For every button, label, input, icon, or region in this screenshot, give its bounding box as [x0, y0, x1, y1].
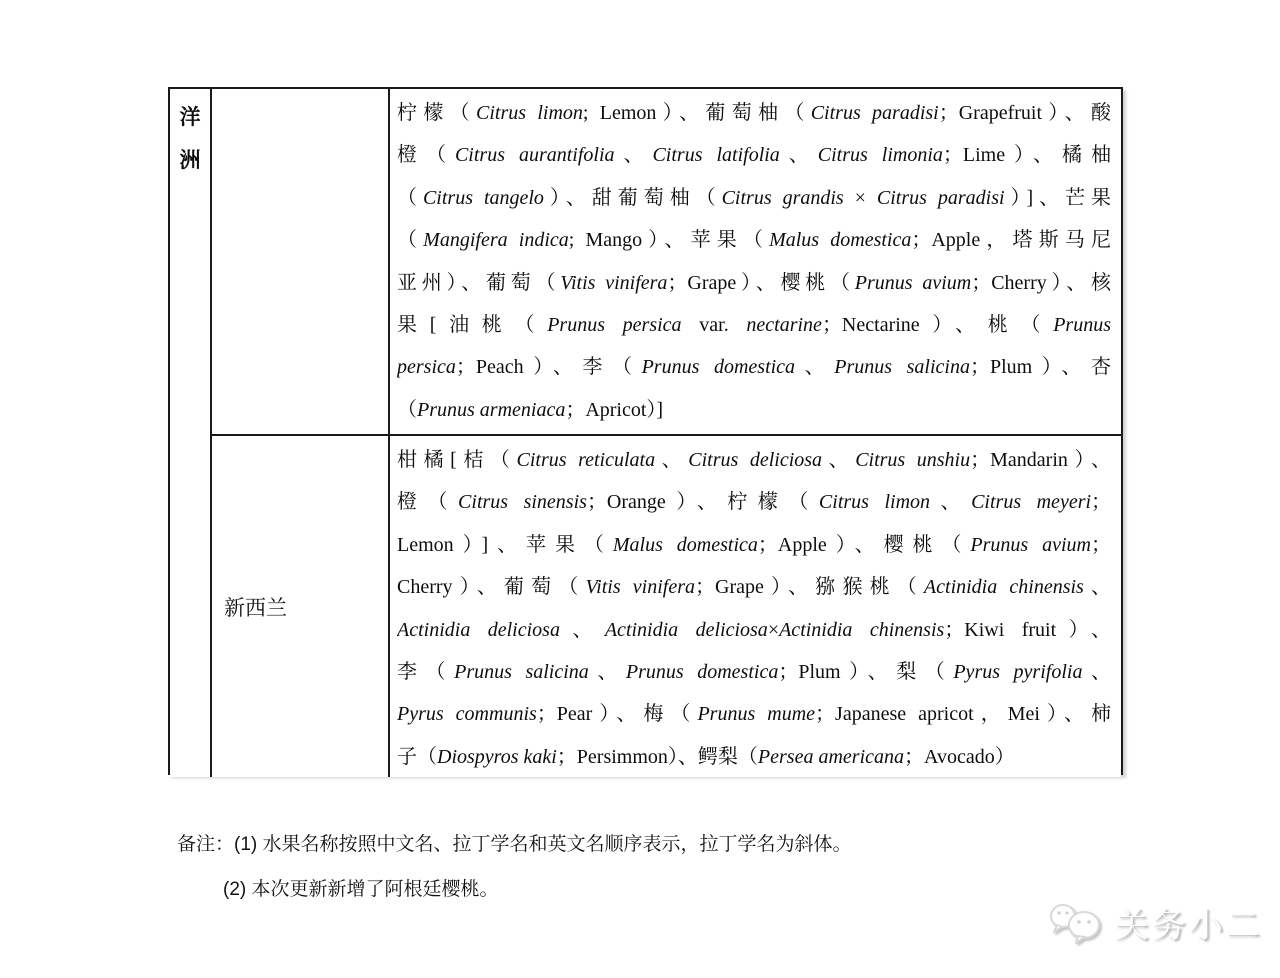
- text-segment: ; Mango）、苹果（: [568, 229, 770, 252]
- latin-name: Citrus paradisi: [810, 102, 939, 124]
- latin-name: Actinidia chinensis: [779, 618, 945, 641]
- fruit-line: [397, 566, 1111, 608]
- latin-name: Citrus paradisi: [876, 186, 1005, 209]
- text-segment: ×: [843, 186, 877, 209]
- latin-name: Citrus reticulata: [516, 449, 656, 471]
- latin-name: Citrus limonia: [817, 144, 943, 167]
- text-segment: ；Grape）、猕猴桃（: [695, 576, 924, 599]
- latin-name: Citrus aurantifolia: [454, 144, 615, 167]
- latin-name: Prunus salicina: [454, 660, 589, 683]
- latin-name: Citrus sinensis: [458, 491, 587, 514]
- text-segment: 亚州）、葡萄（: [397, 271, 561, 294]
- latin-name: Prunus avium: [854, 271, 972, 294]
- text-segment: 李（: [397, 660, 455, 683]
- fruit-line: [397, 304, 1111, 346]
- country-cell-row2: [212, 434, 390, 777]
- note-line-1: 备注：(1) 水果名称按照中文名、拉丁学名和英文名顺序表示，拉丁学名为斜体。: [177, 834, 852, 855]
- latin-name: Citrus tangelo: [422, 186, 544, 209]
- latin-name: Pyrus pyrifolia: [953, 660, 1083, 683]
- fruit-import-table: [168, 87, 1123, 775]
- latin-name: Citrus limon: [475, 102, 583, 124]
- latin-name: Persea americana: [757, 745, 904, 768]
- text-segment: ; Lemon）、葡萄柚（: [582, 102, 811, 124]
- latin-name: persica: [397, 356, 456, 379]
- text-segment: 、: [614, 144, 653, 167]
- notes-section: [177, 832, 852, 903]
- text-segment: ；Avocado）: [904, 745, 1015, 768]
- text-segment: Cherry）、葡萄（: [397, 576, 586, 599]
- latin-name: Prunus: [1053, 313, 1111, 336]
- text-segment: ；Apricot）]: [565, 398, 664, 421]
- text-segment: 橙（: [397, 144, 455, 167]
- fruit-line: [397, 736, 1111, 777]
- text-segment: 、: [795, 356, 835, 379]
- note-line-2: (2) 本次更新新增了阿根廷樱桃。: [223, 879, 499, 900]
- text-segment: （: [397, 186, 423, 209]
- fruit-list-new-zealand: [390, 434, 1121, 777]
- text-segment: 、: [559, 618, 605, 641]
- text-segment: 子（: [397, 745, 437, 768]
- text-segment: ；Apple，塔斯马尼: [911, 229, 1111, 252]
- fruit-line: [397, 389, 1111, 431]
- fruit-line: [397, 262, 1111, 304]
- text-segment: 、: [930, 491, 972, 514]
- text-segment: ；Persimmon）、鳄梨（: [556, 745, 758, 768]
- text-segment: ；Pear）、梅（: [536, 703, 698, 726]
- text-segment: ；Orange）、柠檬（: [586, 491, 819, 514]
- latin-name: Actinidia deliciosa: [397, 618, 560, 641]
- text-segment: ）、甜葡萄柚（: [543, 186, 722, 209]
- latin-name: Citrus latifolia: [652, 144, 780, 167]
- latin-name: Prunus domestica: [625, 660, 779, 683]
- text-segment: ；Grape）、樱桃（: [667, 271, 855, 294]
- text-segment: ；: [1091, 533, 1111, 556]
- latin-name: Mangifera indica: [423, 229, 569, 252]
- text-segment: 柠檬（: [397, 102, 476, 124]
- text-segment: ；: [1091, 491, 1111, 514]
- text-segment: 、: [655, 449, 689, 471]
- fruit-line: [397, 92, 1111, 134]
- text-segment: 橙（: [397, 491, 459, 514]
- latin-name: Citrus limon: [818, 491, 931, 514]
- watermark: [1048, 898, 1263, 947]
- latin-name: Malus domestica: [612, 533, 758, 556]
- fruit-line: [397, 177, 1111, 219]
- text-segment: 、: [779, 144, 818, 167]
- text-segment: ×: [767, 618, 780, 641]
- fruit-line: [397, 219, 1111, 261]
- text-segment: ；Plum）、梨（: [778, 660, 954, 683]
- fruit-line: [397, 134, 1111, 176]
- text-segment: ；Nectarine）、桃（: [821, 313, 1054, 336]
- watermark-label: 关务小二: [1115, 907, 1263, 945]
- country-label-new-zealand: 新西兰: [224, 595, 287, 620]
- fruit-line: [397, 346, 1111, 388]
- text-segment: ；Grapefruit）、酸: [938, 102, 1111, 124]
- wechat-bubbles-icon: [1048, 901, 1106, 945]
- latin-name: Citrus meyeri: [971, 491, 1092, 514]
- text-segment: 、: [1082, 660, 1111, 683]
- fruit-line: [397, 524, 1111, 566]
- latin-name: Vitis vinifera: [560, 271, 668, 294]
- text-segment: 果[油桃（: [397, 313, 548, 336]
- latin-name: Actinidia chinensis: [923, 576, 1084, 599]
- latin-name: Prunus avium: [970, 533, 1091, 556]
- region-cell: [170, 89, 212, 777]
- text-segment: ；Kiwi fruit）、: [944, 618, 1111, 641]
- fruit-line: [397, 651, 1111, 693]
- text-segment: ；Apple）、樱桃（: [757, 533, 971, 556]
- fruit-list-oceania: [390, 89, 1121, 434]
- text-segment: （: [397, 398, 417, 421]
- text-segment: ；Cherry）、核: [971, 271, 1111, 294]
- fruit-line: [397, 439, 1111, 481]
- latin-name: Actinidia deliciosa: [604, 618, 768, 641]
- text-segment: 、: [588, 660, 626, 683]
- text-segment: var.: [681, 313, 747, 336]
- latin-name: Prunus mume: [697, 703, 816, 726]
- text-segment: ；Plum）、杏: [969, 356, 1111, 379]
- text-segment: 、: [1083, 576, 1111, 599]
- text-segment: 柑橘[桔（: [397, 449, 517, 471]
- text-segment: ；Lime）、橘柚: [942, 144, 1111, 167]
- latin-name: Prunus domestica: [641, 356, 796, 379]
- latin-name: Prunus persica: [547, 313, 682, 336]
- latin-name: Prunus salicina: [834, 356, 970, 379]
- latin-name: Diospyros kaki: [437, 745, 557, 768]
- latin-name: Malus domestica: [769, 229, 912, 252]
- region-label: 洋洲: [179, 106, 201, 172]
- country-cell-row1: [212, 89, 390, 434]
- text-segment: Lemon）]、苹果（: [397, 533, 613, 556]
- text-segment: ）]、芒果: [1004, 186, 1111, 209]
- fruit-line: [397, 609, 1111, 651]
- text-segment: ；Mandarin）、: [970, 449, 1111, 471]
- text-segment: ；Peach）、李（: [455, 356, 642, 379]
- text-segment: ；Japanese apricot，Mei）、柿: [815, 703, 1111, 726]
- latin-name: Vitis vinifera: [585, 576, 695, 599]
- fruit-line: [397, 481, 1111, 523]
- latin-name: nectarine: [746, 313, 822, 336]
- text-segment: 、: [822, 449, 856, 471]
- latin-name: Pyrus communis: [397, 703, 537, 726]
- latin-name: Prunus armeniaca: [417, 398, 566, 421]
- text-segment: （: [397, 229, 424, 252]
- latin-name: Citrus unshiu: [855, 449, 971, 471]
- latin-name: Citrus deliciosa: [688, 449, 823, 471]
- latin-name: Citrus grandis: [721, 186, 844, 209]
- fruit-line: [397, 693, 1111, 735]
